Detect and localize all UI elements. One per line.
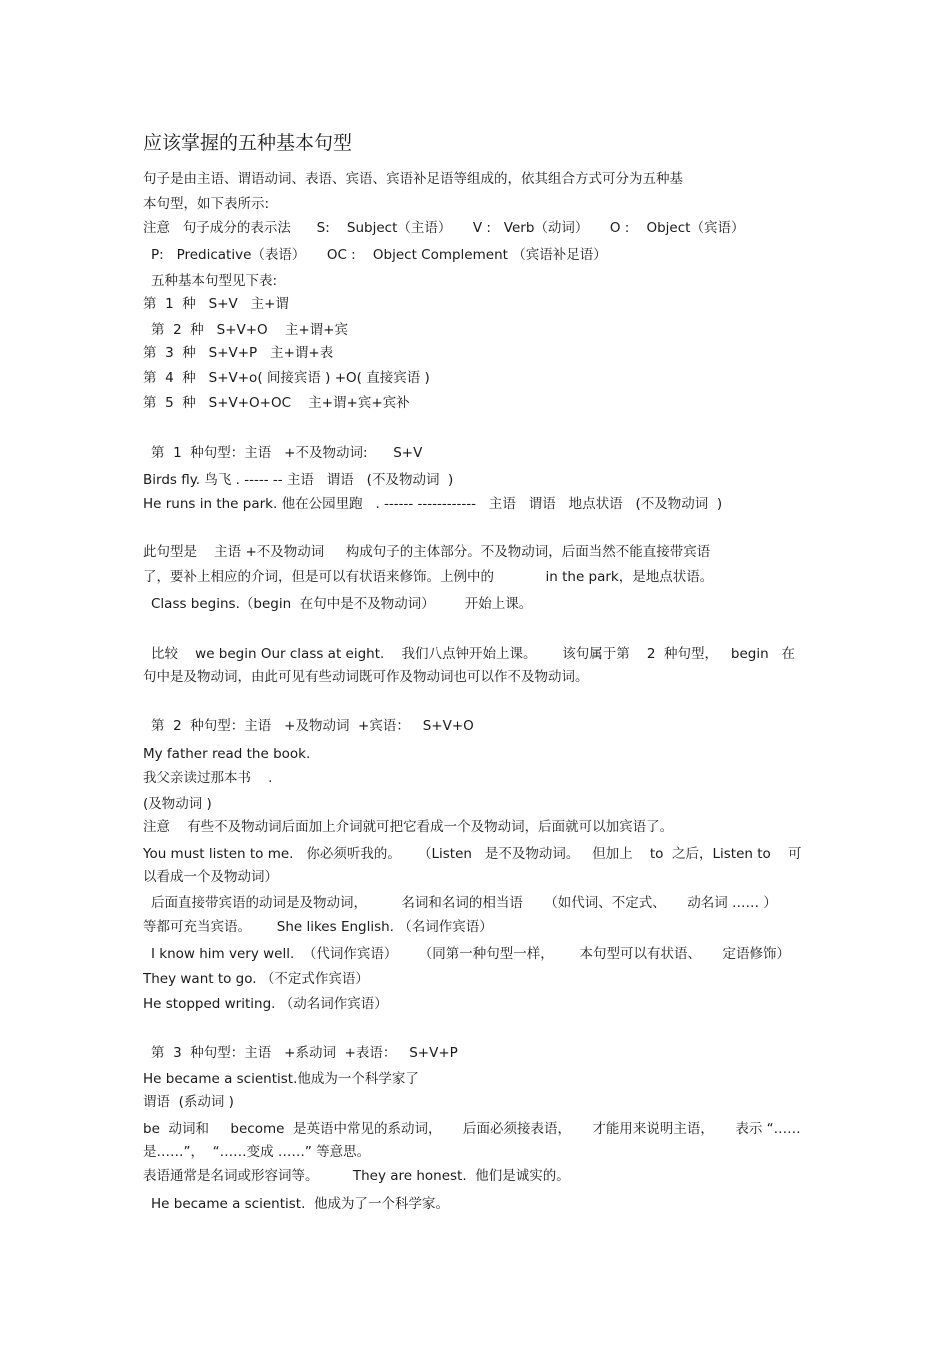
text-line: 注意 有些不及物动词后面加上介词就可把它看成一个及物动词，后面就可以加宾语了。 (143, 819, 674, 835)
example-line: I know him very well. （代词作宾语） （同第一种句型一样， 本句型可以有状语、 定语修饰） (151, 946, 790, 962)
text-line: 比较 we begin Our class at eight. 我们八点钟开始上课。 该句属于第 2 种句型， begin 在 (151, 646, 796, 662)
example-line: 表语通常是名词或形容词等。 They are honest. 他们是诚实的。 (143, 1168, 570, 1184)
example-line: You must listen to me. 你必须听我的。 （Listen 是不及物动词。 但加上 to 之后，Listen to 可 (143, 846, 802, 862)
pattern-line: 第 3 种 S+V+P 主+谓+表 (143, 345, 334, 361)
text-line: 谓语 (系动词 ) (143, 1094, 234, 1110)
example-line: 我父亲读过那本书 . (143, 770, 273, 786)
section-heading: 第 3 种句型：主语 +系动词 +表语： S+V+P (151, 1045, 458, 1061)
example-line: Class begins.（begin 在句中是不及物动词） 开始上课。 (151, 596, 533, 612)
notation-line: P: Predicative（表语） OC : Object Complement （宾语补足语） (151, 247, 607, 263)
text-line: 后面直接带宾语的动词是及物动词， 名词和名词的相当语 （如代词、不定式、 动名词 …… ） (151, 895, 777, 911)
text-line: 句中是及物动词，由此可见有些动词既可作及物动词也可以作不及物动词。 (143, 669, 589, 685)
text-line: 以看成一个及物动词） (143, 869, 278, 885)
text-line: 句子是由主语、谓语动词、表语、宾语、宾语补足语等组成的，依其组合方式可分为五种基 (143, 171, 683, 187)
example-line: Birds fly. 鸟飞 . ----- -- 主语 谓语 (不及物动词 ) (143, 472, 454, 488)
example-line: 等都可充当宾语。 She likes English. （名词作宾语） (143, 919, 493, 935)
text-line: 此句型是 主语 +不及物动词 构成句子的主体部分。不及物动词，后面当然不能直接带宾语 (143, 544, 711, 560)
text-line: 本句型，如下表所示: (143, 196, 270, 212)
pattern-line: 第 1 种 S+V 主+谓 (143, 296, 289, 312)
text-line: 是……”， “……变成 ……” 等意思。 (143, 1144, 371, 1160)
example-line: He runs in the park. 他在公园里跑 . ------ ------------ 主语 谓语 地点状语 (不及物动词 ) (143, 496, 723, 512)
text-line: 了，要补上相应的介词，但是可以有状语来修饰。上例中的 in the park，是地点状语。 (143, 569, 714, 585)
text-line: (及物动词 ) (143, 796, 212, 812)
example-line: He became a scientist. 他成为了一个科学家。 (151, 1196, 449, 1212)
pattern-line: 第 5 种 S+V+O+OC 主+谓+宾+宾补 (143, 395, 410, 411)
example-line: My father read the book. (143, 746, 311, 762)
example-line: They want to go. （不定式作宾语） (143, 971, 369, 987)
pattern-line: 第 4 种 S+V+o( 间接宾语 ) +O( 直接宾语 ) (143, 370, 430, 386)
text-line: be 动词和 become 是英语中常见的系动词， 后面必须接表语， 才能用来说明主语， 表示 “…… (143, 1121, 801, 1137)
example-line: He became a scientist.他成为一个科学家了 (143, 1071, 419, 1087)
text-line: 五种基本句型见下表: (151, 273, 278, 289)
section-heading: 第 2 种句型：主语 +及物动词 +宾语： S+V+O (151, 718, 474, 734)
example-line: He stopped writing. （动名词作宾语） (143, 996, 388, 1012)
section-heading: 第 1 种句型：主语 +不及物动词: S+V (151, 445, 423, 461)
page-title: 应该掌握的五种基本句型 (143, 132, 353, 154)
pattern-line: 第 2 种 S+V+O 主+谓+宾 (151, 322, 348, 338)
notation-line: 注意 句子成分的表示法 S: Subject（主语） V : Verb（动词） O : Object（宾语） (143, 220, 745, 236)
